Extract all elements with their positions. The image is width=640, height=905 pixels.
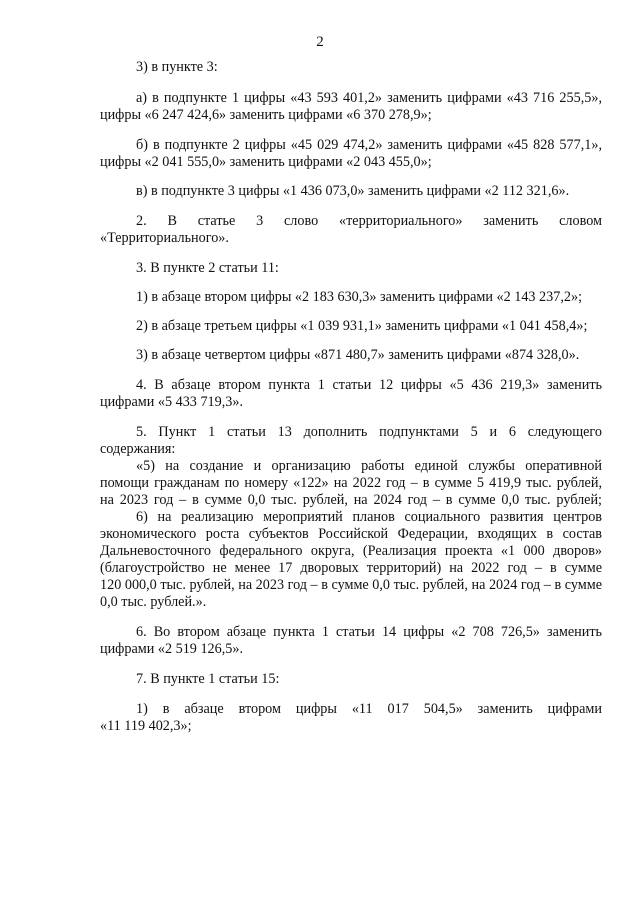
- text-line: (благоустройство не менее 17 дворовых территорий) на 2022 год – в сумме: [100, 560, 602, 576]
- text-line: цифры «2 041 555,0» заменить цифрами «2 043 455,0»;: [100, 154, 432, 170]
- text-line: 7. В пункте 1 статьи 15:: [136, 671, 280, 687]
- text-line: цифрами «2 519 126,5».: [100, 641, 244, 657]
- text-line: в) в подпункте 3 цифры «1 436 073,0» заменить цифрами «2 112 321,6».: [136, 183, 570, 199]
- text-line: 5. Пункт 1 статьи 13 дополнить подпунктами 5 и 6 следующего: [136, 424, 602, 440]
- text-line: цифрами «5 433 719,3».: [100, 394, 244, 410]
- text-line: на 2023 год – в сумме 0,0 тыс. рублей, на 2024 год – в сумме 0,0 тыс. рублей;: [100, 492, 602, 508]
- page-number: 2: [316, 34, 324, 50]
- text-line: экономического роста субъектов Российской Федерации, входящих в состав: [100, 526, 602, 542]
- text-line: «Территориального».: [100, 230, 229, 246]
- text-line: «5) на создание и организацию работы единой службы оперативной: [136, 458, 602, 474]
- text-line: 1) в абзаце втором цифры «2 183 630,3» заменить цифрами «2 143 237,2»;: [136, 289, 583, 305]
- text-line: 6) на реализацию мероприятий планов социального развития центров: [136, 509, 602, 525]
- text-line: «11 119 402,3»;: [100, 718, 192, 734]
- text-line: 120 000,0 тыс. рублей, на 2023 год – в сумме 0,0 тыс. рублей, на 2024 год – в сумме: [100, 577, 602, 593]
- text-line: 2) в абзаце третьем цифры «1 039 931,1» заменить цифрами «1 041 458,4»;: [136, 318, 588, 334]
- text-line: 6. Во втором абзаце пункта 1 статьи 14 цифры «2 708 726,5» заменить: [136, 624, 602, 640]
- text-line: 3) в абзаце четвертом цифры «871 480,7» заменить цифрами «874 328,0».: [136, 347, 580, 363]
- text-line: Дальневосточного федерального округа, (Реализация проекта «1 000 дворов»: [100, 543, 602, 559]
- text-line: 3. В пункте 2 статьи 11:: [136, 260, 279, 276]
- text-line: а) в подпункте 1 цифры «43 593 401,2» заменить цифрами «43 716 255,5»,: [136, 90, 602, 106]
- text-line: 4. В абзаце втором пункта 1 статьи 12 цифры «5 436 219,3» заменить: [136, 377, 602, 393]
- text-line: помощи гражданам по номеру «122» на 2022 год – в сумме 5 419,9 тыс. рублей,: [100, 475, 602, 491]
- text-line: содержания:: [100, 441, 176, 457]
- text-line: 0,0 тыс. рублей.».: [100, 594, 207, 610]
- text-line: цифры «6 247 424,6» заменить цифрами «6 370 278,9»;: [100, 107, 432, 123]
- text-line: 1) в абзаце втором цифры «11 017 504,5» заменить цифрами: [136, 701, 602, 717]
- text-line: 3) в пункте 3:: [136, 59, 218, 75]
- text-line: б) в подпункте 2 цифры «45 029 474,2» заменить цифрами «45 828 577,1»,: [136, 137, 602, 153]
- text-line: 2. В статье 3 слово «территориального» заменить словом: [136, 213, 602, 229]
